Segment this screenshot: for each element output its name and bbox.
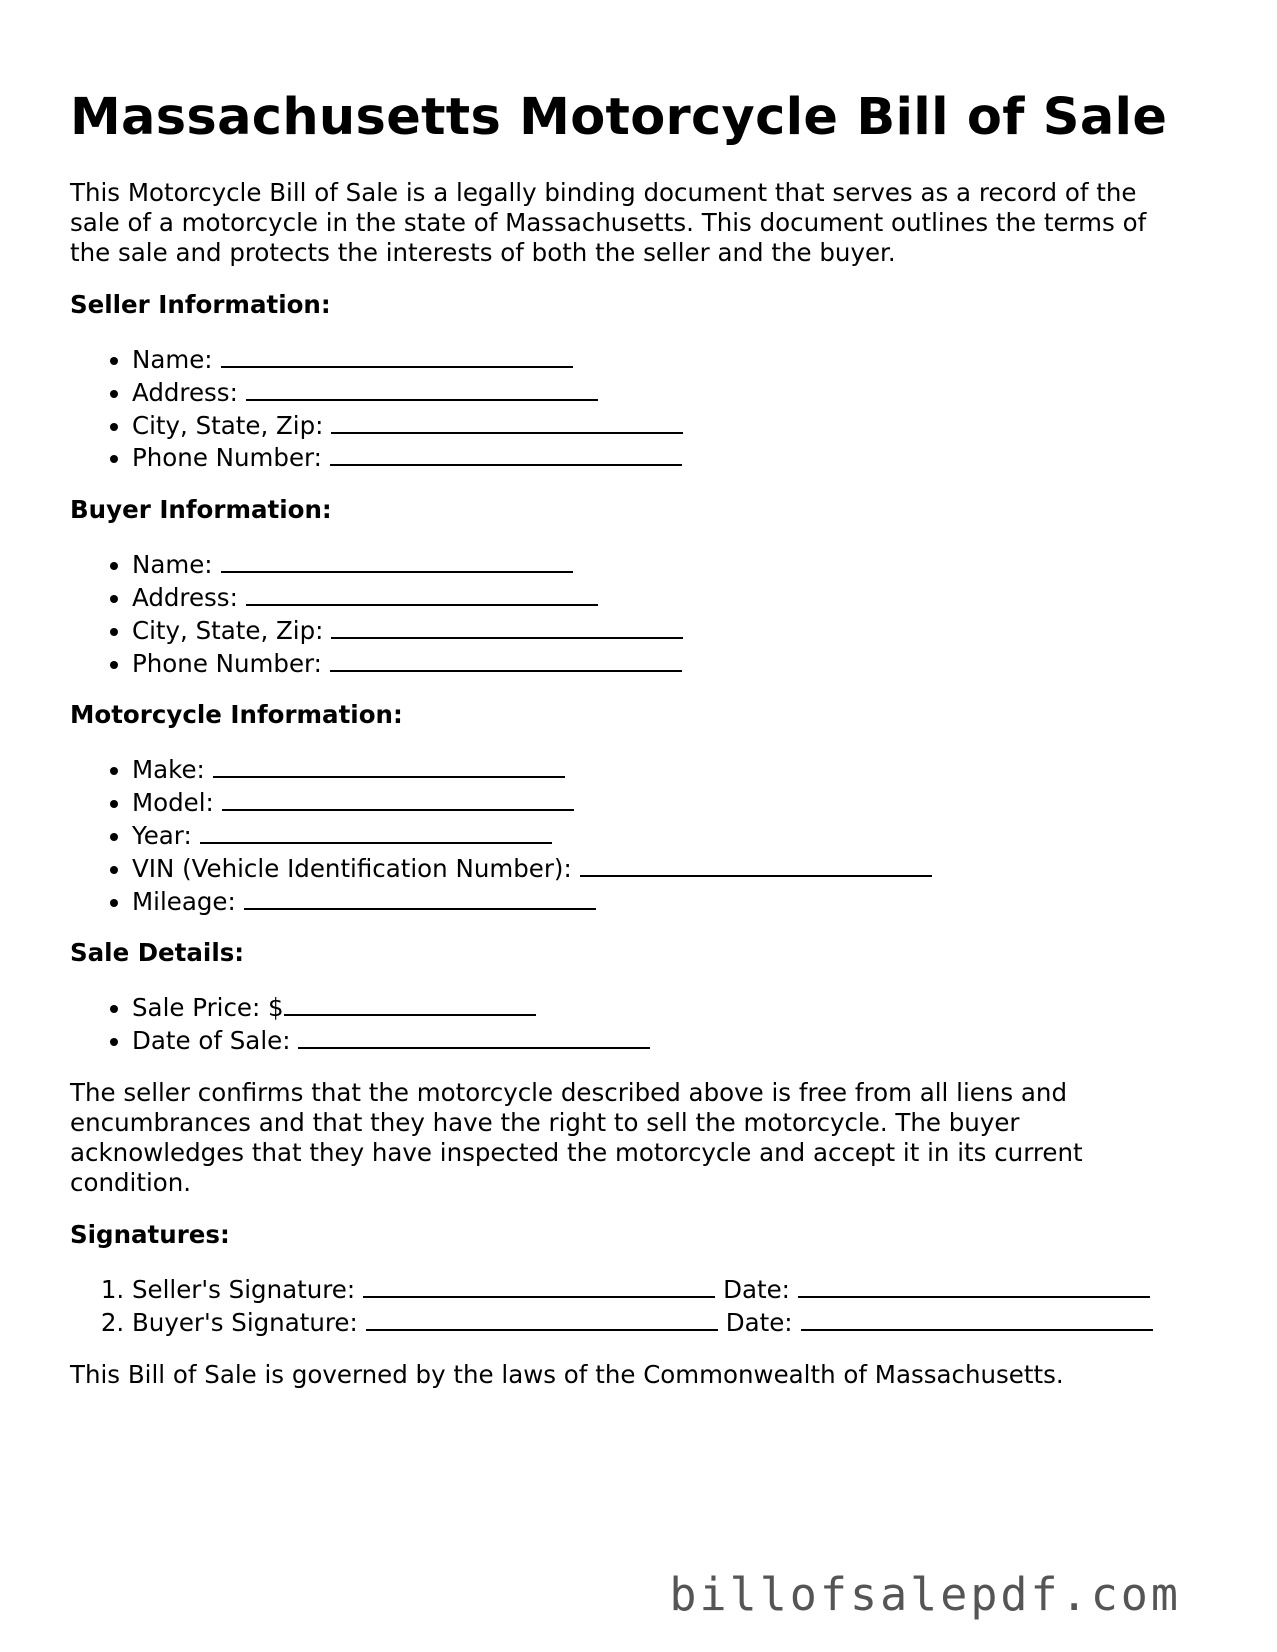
document-page bbox=[70, 88, 1220, 1390]
signatures-heading: Signatures: bbox=[70, 1219, 230, 1249]
sale-date-field: • Date of Sale: bbox=[132, 1023, 1220, 1056]
blank-line[interactable] bbox=[221, 342, 573, 368]
buyer-fields bbox=[70, 547, 1220, 678]
date-blank[interactable] bbox=[798, 1272, 1150, 1298]
vin-field: • VIN (Vehicle Identification Number): bbox=[132, 851, 1220, 884]
motorcycle-heading: Motorcycle Information: bbox=[70, 700, 403, 730]
signature-list bbox=[70, 1272, 1220, 1338]
model-field: • Model: bbox=[132, 785, 1220, 818]
blank-line[interactable] bbox=[298, 1023, 650, 1049]
buyer-address-field: • Address: bbox=[132, 580, 1220, 613]
blank-line[interactable] bbox=[284, 990, 536, 1016]
seller-fields bbox=[70, 342, 1220, 473]
blank-line[interactable] bbox=[580, 851, 932, 877]
blank-line[interactable] bbox=[221, 547, 573, 573]
mileage-field: • Mileage: bbox=[132, 884, 1220, 917]
sale-fields bbox=[70, 990, 1220, 1056]
buyer-phone-field: • Phone Number: bbox=[132, 646, 1220, 679]
governing-law-paragraph: This Bill of Sale is governed by the laws of the Commonwealth of Massachusetts. bbox=[70, 1359, 1064, 1389]
blank-line[interactable] bbox=[330, 646, 682, 672]
blank-line[interactable] bbox=[331, 408, 683, 434]
date-blank[interactable] bbox=[801, 1305, 1153, 1331]
blank-line[interactable] bbox=[200, 818, 552, 844]
seller-address-field: • Address: bbox=[132, 375, 1220, 408]
seller-signature-line: 1. Seller's Signature: Date: bbox=[132, 1272, 1220, 1305]
year-field: • Year: bbox=[132, 818, 1220, 851]
confirmation-paragraph: The seller confirms that the motorcycle described above is free from all liens and encumbrances and that they have the right to sell the motorcycle. The buyer acknowledges that they have inspected the motorcycle and accept it in its current condition. bbox=[70, 1077, 1083, 1197]
signature-blank[interactable] bbox=[366, 1305, 718, 1331]
seller-name-field: • Name: bbox=[132, 342, 1220, 375]
sale-price-field: • Sale Price: $ bbox=[132, 990, 1220, 1023]
seller-city-field: • City, State, Zip: bbox=[132, 408, 1220, 441]
seller-heading: Seller Information: bbox=[70, 290, 331, 319]
intro-paragraph: This Motorcycle Bill of Sale is a legally binding document that serves as a record of the sale of a motorcycle in the state of Massachusetts. This document outlines the terms of the sale and protects the interests of both the seller and the buyer. bbox=[70, 178, 1147, 267]
signature-blank[interactable] bbox=[363, 1272, 715, 1298]
blank-line[interactable] bbox=[246, 580, 598, 606]
blank-line[interactable] bbox=[222, 785, 574, 811]
seller-phone-field: • Phone Number: bbox=[132, 440, 1220, 473]
document-title: Massachusetts Motorcycle Bill of Sale bbox=[70, 88, 1168, 147]
make-field: • Make: bbox=[132, 752, 1220, 785]
blank-line[interactable] bbox=[331, 613, 683, 639]
blank-line[interactable] bbox=[330, 440, 682, 466]
motorcycle-fields bbox=[70, 752, 1220, 916]
blank-line[interactable] bbox=[213, 752, 565, 778]
buyer-name-field: • Name: bbox=[132, 547, 1220, 580]
buyer-signature-line: 2. Buyer's Signature: Date: bbox=[132, 1305, 1220, 1338]
blank-line[interactable] bbox=[246, 375, 598, 401]
brand-watermark: billofsalepdf.com bbox=[669, 1568, 1181, 1621]
blank-line[interactable] bbox=[244, 884, 596, 910]
buyer-city-field: • City, State, Zip: bbox=[132, 613, 1220, 646]
sale-heading: Sale Details: bbox=[70, 938, 245, 968]
buyer-heading: Buyer Information: bbox=[70, 495, 332, 525]
